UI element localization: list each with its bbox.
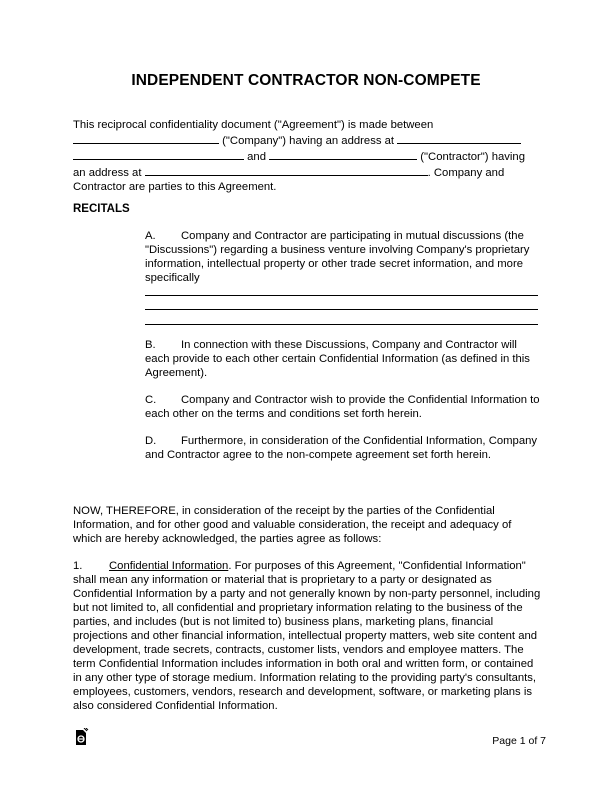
recital-c: [145, 393, 540, 421]
recital-text-rest: Company and Contractor agree to the non-compete agreement set forth herein.: [145, 435, 538, 461]
recital-text: Company and Contractor are participating in mutual discussions: [181, 230, 502, 242]
intro-line1: This reciprocal confidentiality document ("Agreement") is made between: [73, 119, 434, 131]
recital-text-rest: (the "Discussions") regarding a business venture involving Company's proprietary information, intellectual property or other trade secret information, and more specifically: [145, 230, 530, 284]
recital-text-rest: each provide to each other certain Confidential Information (as defined in this Agreement).: [145, 353, 530, 379]
contractor-address-blank[interactable]: [145, 164, 428, 176]
intro-paragraph: [73, 118, 543, 194]
eforms-logo-icon: [76, 728, 89, 745]
company-name-blank[interactable]: [73, 132, 219, 144]
company-label: ("Company") having an address at: [222, 135, 395, 147]
company-address-blank[interactable]: [397, 132, 521, 144]
recital-label: B.: [145, 339, 156, 351]
section-body: . For purposes of this Agreement, "Confidential Information" shall mean any information or material that is proprietary to a party or designated as Confidential Information by a party and not generally known by non-party personnel, including but not limited to, all confidential and proprietary information relating to the business of the parties, and includes (but is not limited to) business plans, marketing plans, financial projections and other financial information, intellectual property matters, web site content and development, trade secrets, contracts, customer lists, vendors and employee matters. The term Confidential Information includes information in both oral and written form, or contained in any other type of storage medium. Information relating to the providing party's consultants, employees, customers, vendors, research and development, software, or marketing plans is also considered Confidential Information.: [73, 560, 541, 712]
recital-a: [145, 229, 540, 285]
specification-line-3[interactable]: [145, 324, 538, 325]
section-heading: Confidential Information: [109, 560, 229, 572]
company-and-label: . Company and: [427, 167, 505, 179]
now-therefore-paragraph: NOW, THEREFORE, in consideration of the receipt by the parties of the Confidential Information, and for other good and valuable consideration, the receipt and adequacy of which are hereby acknowledged, the parties agree as follows:: [73, 505, 512, 545]
contractor-name-blank[interactable]: [73, 148, 244, 160]
document-title: INDEPENDENT CONTRACTOR NON-COMPETE: [131, 72, 481, 89]
recital-text-rest: Information to each other on the terms and conditions set forth herein.: [145, 394, 540, 420]
address-at-label: an address at: [73, 167, 142, 179]
recital-label: A.: [145, 230, 156, 242]
contractor-label: ("Contractor") having: [420, 151, 525, 163]
recital-text: Furthermore, in consideration of the Confidential Information,: [181, 435, 486, 447]
intro-last-line: Contractor are parties to this Agreement.: [73, 181, 277, 193]
page-number: Page 1 of 7: [492, 735, 546, 747]
recital-b: [145, 338, 540, 380]
contractor-blank[interactable]: [269, 148, 417, 160]
recital-d: [145, 434, 540, 462]
recitals-heading: RECITALS: [73, 203, 130, 215]
recital-label: D.: [145, 435, 157, 447]
recital-text: In connection with these Discussions, Company and Contractor will: [181, 339, 517, 351]
recital-text: Company and Contractor wish to provide the Confidential: [181, 394, 468, 406]
recital-label: C.: [145, 394, 157, 406]
specification-line-1[interactable]: [145, 295, 538, 296]
section-1-paragraph: [73, 559, 543, 713]
specification-line-2[interactable]: [145, 309, 538, 310]
section-number: 1.: [73, 560, 83, 572]
and-label: and: [247, 151, 266, 163]
